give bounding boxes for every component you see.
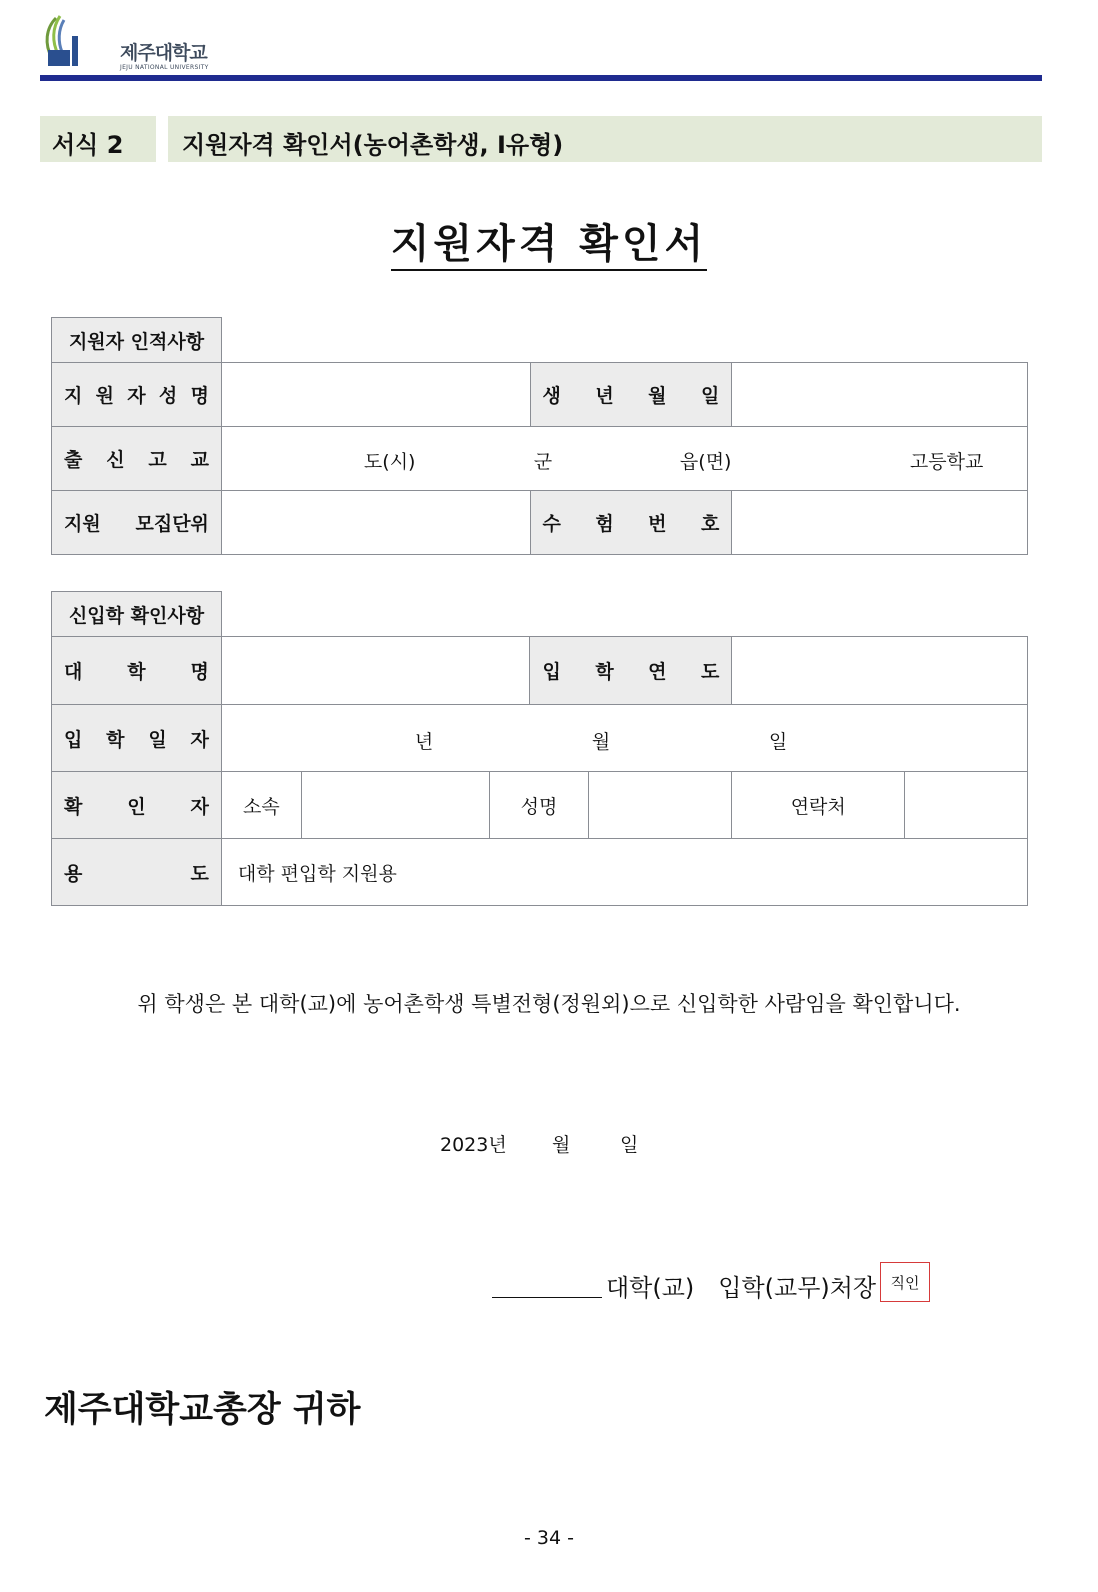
exam-number-field[interactable] [732,491,1028,555]
issue-date-day: 일 [620,1134,639,1156]
birth-date-field[interactable] [732,363,1028,427]
admission-date-month: 월 [591,731,611,753]
confirmer-label-text: 확 인 자 [64,795,209,818]
logo-subtitle: JEJU NATIONAL UNIVERSITY [120,64,209,71]
signature-title: 대학(교) 입학(교무)처장 [606,1274,877,1302]
issue-date-month: 월 [552,1134,571,1156]
admission-year-label-text: 입 학 연 도 [542,661,720,683]
birth-date-label [530,363,732,427]
form-number-label [40,116,156,162]
admission-info-caption [51,591,222,637]
document-title [0,212,1098,269]
official-seal-text: 직인 [890,1273,920,1292]
logo-text: 제주대학교 [120,42,207,64]
admission-date-day: 일 [768,731,788,753]
exam-number-label-text: 수 험 번 호 [542,513,720,535]
admission-info-table [51,636,1028,906]
signature-blank-line[interactable] [492,1297,602,1298]
purpose-label-text: 용 도 [64,862,209,885]
affiliation-label: 소속 [221,772,301,839]
page-number: - 34 - [524,1527,574,1549]
admission-year-field[interactable] [732,637,1028,705]
admission-info-caption-text: 신입학 확인사항 [68,605,205,627]
form-subject-text: 지원자격 확인서(농어촌학생, Ⅰ유형) [182,131,564,159]
purpose-value: 대학 편입학 지원용 [221,839,1027,906]
recruit-unit-label [52,491,222,555]
exam-number-label [530,491,732,555]
document-title-text: 지원자격 확인서 [391,221,707,271]
form-number-text: 서식 2 [52,131,124,159]
school-do-label: 도(시) [363,451,416,473]
confirmer-name-label: 성명 [489,772,589,839]
applicant-info-table [51,362,1028,555]
university-logo [38,14,238,70]
birth-date-label-text: 생 년 월 일 [542,385,720,407]
contact-field[interactable] [905,772,1028,839]
admission-date-field[interactable] [221,705,1027,772]
contact-label: 연락처 [732,772,905,839]
purpose-label [52,839,222,906]
recruit-unit-label-text: 지원 모집단위 [64,513,209,535]
admission-date-label [52,705,222,772]
high-school-label [52,427,222,491]
confirmation-statement: 위 학생은 본 대학(교)에 농어촌학생 특별전형(정원외)으로 신입학한 사람임을 확인합니다. [137,992,961,1016]
high-school-label-text: 출 신 고 교 [64,449,209,471]
affiliation-field[interactable] [301,772,489,839]
school-suffix-label: 고등학교 [909,451,984,473]
school-gun-label: 군 [533,451,553,473]
applicant-info-caption-text: 지원자 인적사항 [68,331,205,353]
school-eup-label: 읍(면) [679,451,732,473]
official-seal-box [880,1262,930,1302]
university-name-label-text: 대 학 명 [64,661,209,683]
applicant-name-label-text: 지 원 자 성 명 [64,385,209,407]
issue-date-year: 2023년 [440,1134,507,1156]
addressee: 제주대학교총장 귀하 [44,1390,361,1430]
confirmer-name-field[interactable] [589,772,732,839]
header-rule [40,75,1042,81]
admission-date-label-text: 입 학 일 자 [64,728,209,751]
confirmer-label [52,772,222,839]
applicant-name-field[interactable] [221,363,530,427]
admission-date-year: 년 [414,731,434,753]
applicant-info-caption [51,317,222,363]
form-subject-bar [168,116,1042,162]
recruit-unit-field[interactable] [221,491,530,555]
university-name-field[interactable] [221,637,530,705]
admission-year-label [530,637,732,705]
university-emblem-icon [38,14,82,70]
university-name-label [52,637,222,705]
applicant-name-label [52,363,222,427]
high-school-field[interactable] [221,427,1027,491]
